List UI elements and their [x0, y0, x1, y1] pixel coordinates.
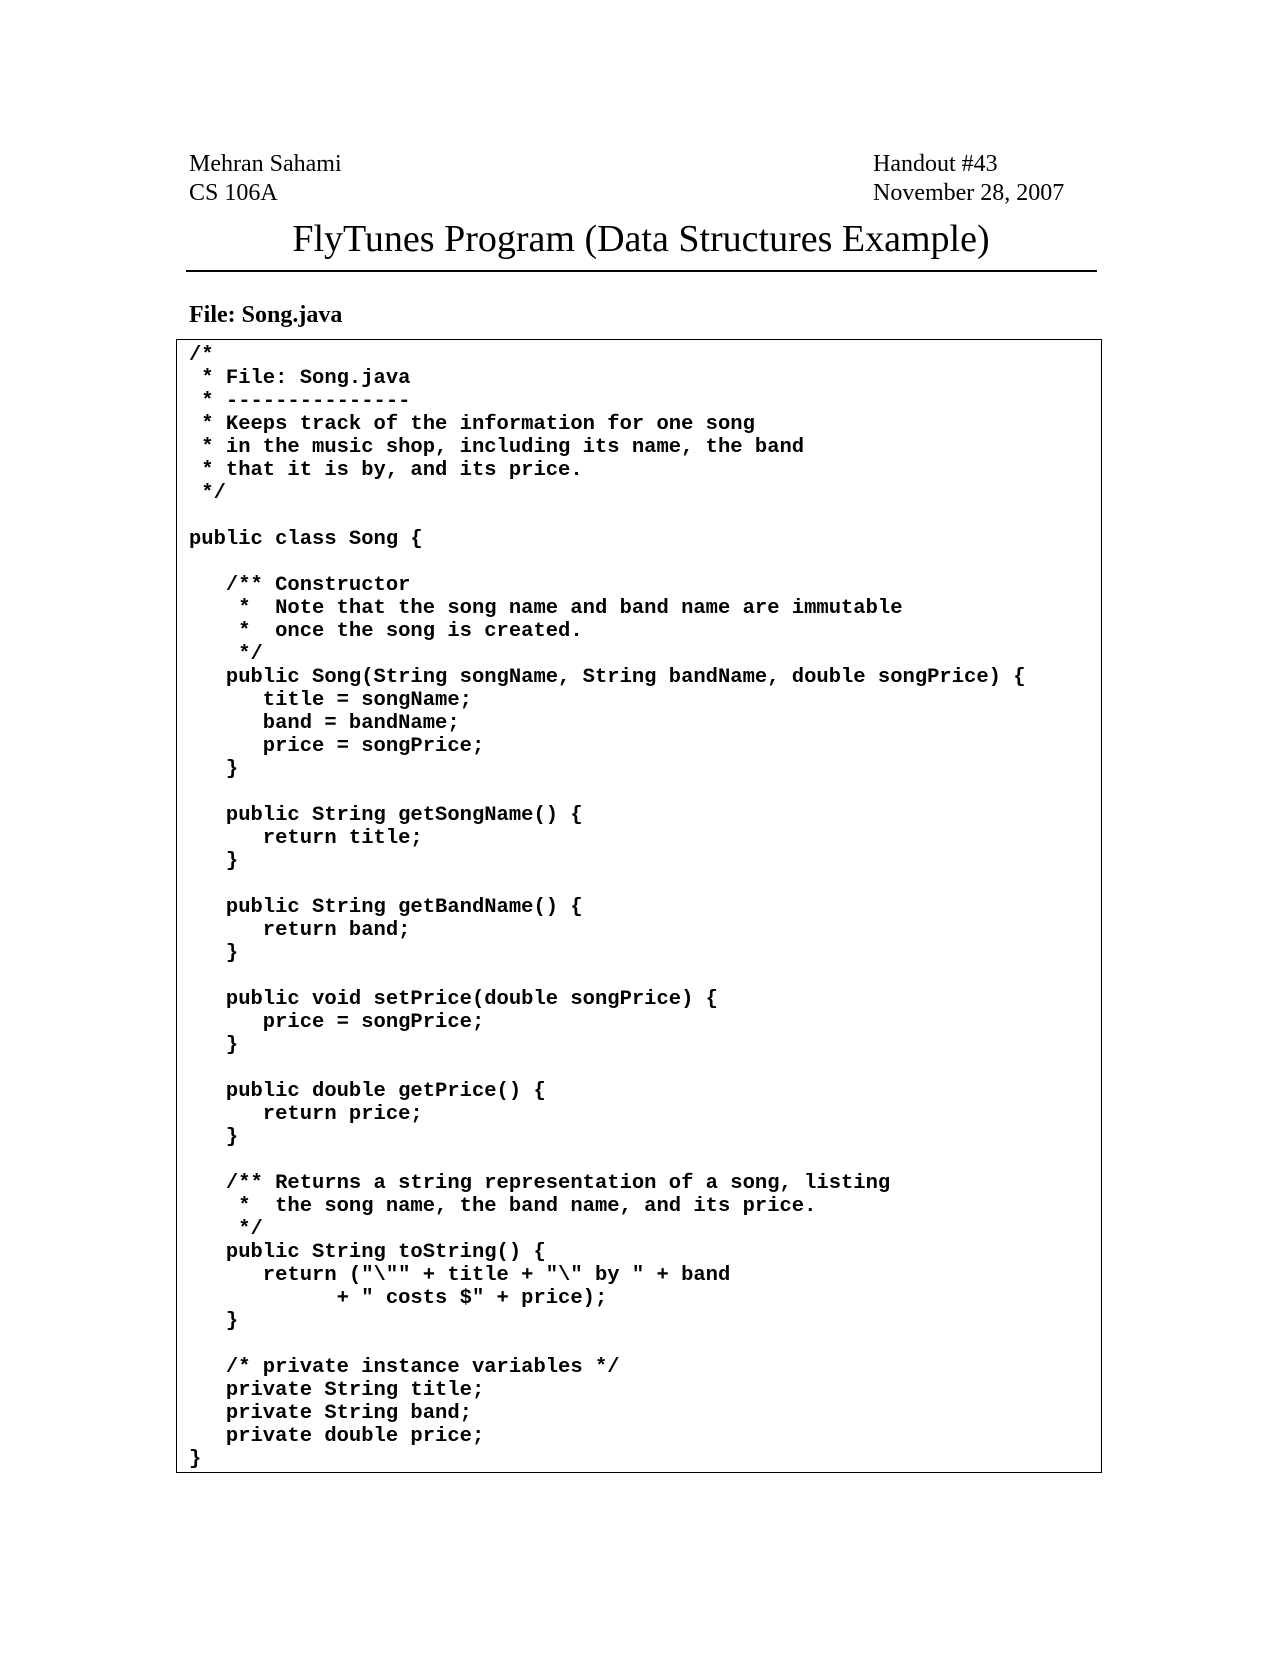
file-label: File: Song.java	[189, 302, 343, 328]
course-code: CS 106A	[189, 180, 278, 206]
header-left	[189, 150, 342, 208]
page-title: FlyTunes Program (Data Structures Example)	[292, 218, 990, 260]
code-listing: /* * File: Song.java * --------------- * Keeps track of the information for one song * in the music shop, including its name, the band * that it is by, and its price. */ public class Song { /** Constructor * Note that the song name and band name are immutable * once the song is created. */ public Song(String songName, String bandName, double songPrice) { title = songName; band = bandName; price = songPrice; } public String getSongName() { return title; } public String getBandName() { return band; } public void setPrice(double songPrice) { price = songPrice; } public double getPrice() { return price; } /** Returns a string representation of a song, listing * the song name, the band name, and its price. */ public String toString() { return ("\"" + title + "\" by " + band + " costs $" + price); } /* private instance variables */ private String title; private String band; private double price; }	[189, 344, 1026, 1471]
handout-number: Handout #43	[873, 151, 998, 177]
title-divider	[186, 270, 1097, 272]
handout-date: November 28, 2007	[873, 180, 1065, 206]
code-listing-box	[176, 339, 1102, 1473]
header-right	[873, 150, 1064, 208]
author-name: Mehran Sahami	[189, 151, 342, 177]
